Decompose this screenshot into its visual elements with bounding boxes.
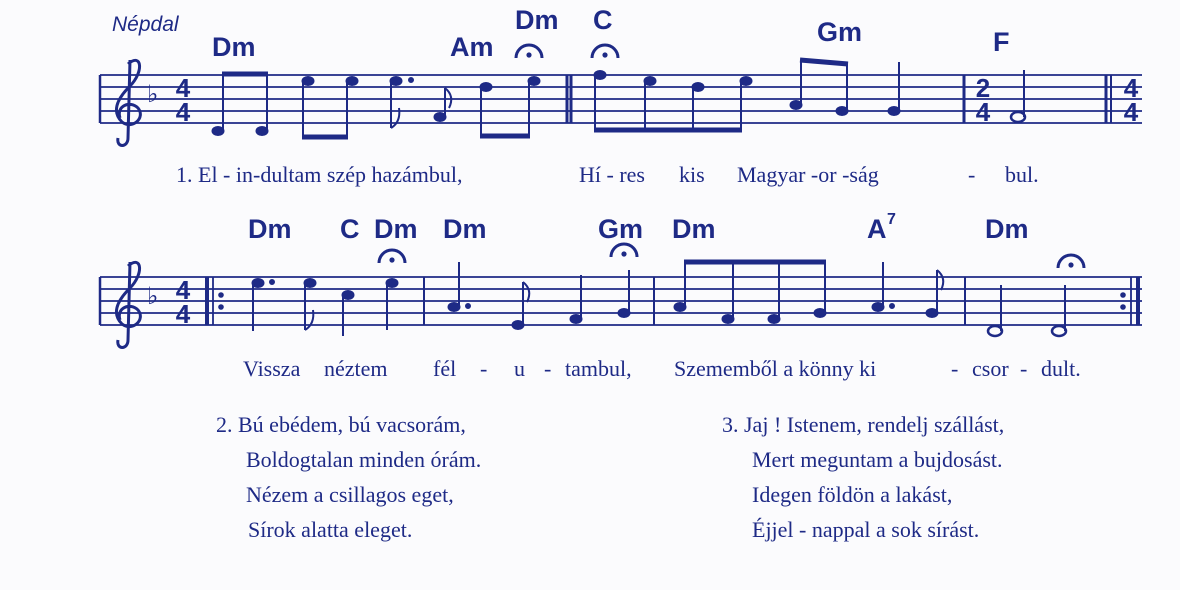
- fermata-icon: [1058, 255, 1084, 268]
- verse-line: Mert meguntam a bujdosást.: [752, 447, 1003, 472]
- svg-text:Magyar -or -ság: Magyar -or -ság: [737, 162, 879, 187]
- flat-key-signature-icon: ♭: [147, 82, 159, 108]
- chord-symbol: Dm: [672, 214, 716, 244]
- treble-clef-icon: [116, 60, 140, 146]
- chord-symbol: C: [593, 5, 613, 35]
- svg-text:fél: fél: [433, 356, 457, 381]
- svg-text:-: -: [951, 356, 959, 381]
- fermata-icon: [592, 45, 618, 58]
- chord-symbol: Gm: [817, 17, 863, 47]
- chord-symbol: Dm: [985, 214, 1029, 244]
- svg-text:4: 4: [175, 275, 191, 305]
- svg-text:-: -: [1020, 356, 1028, 381]
- time-signature-1: [176, 73, 1139, 127]
- chord-symbol: Dm: [443, 214, 487, 244]
- verse-line: Nézem a csillagos eget,: [246, 482, 454, 507]
- staff-2-chords: [248, 211, 1029, 244]
- verse-2: [216, 407, 481, 547]
- chord-symbol: Dm: [248, 214, 292, 244]
- svg-text:bul.: bul.: [1005, 162, 1039, 187]
- svg-text:4: 4: [175, 73, 191, 103]
- chord-symbol: C: [340, 214, 360, 244]
- chord-symbol: Dm: [374, 214, 418, 244]
- svg-text:4: 4: [1123, 73, 1139, 103]
- svg-text:4: 4: [975, 97, 991, 127]
- staff-1-chords: [212, 5, 1010, 62]
- svg-text:tambul,: tambul,: [565, 356, 632, 381]
- svg-text:dult.: dult.: [1041, 356, 1081, 381]
- svg-text:1. El - in-dultam szép hazámbu: 1. El - in-dultam szép hazámbul,: [176, 162, 463, 187]
- fermata-icon: [611, 244, 637, 257]
- source-label: Népdal: [112, 13, 179, 36]
- verse-line: Sírok alatta eleget.: [248, 517, 413, 542]
- verse-line: Idegen földön a lakást,: [752, 482, 953, 507]
- svg-text:kis: kis: [679, 162, 705, 187]
- chord-symbol: Dm: [515, 5, 559, 35]
- fermata-icon: [379, 250, 405, 263]
- treble-clef-icon: [116, 262, 140, 348]
- chord-symbol: F: [993, 27, 1010, 57]
- staff-1-lyrics: [176, 162, 1039, 187]
- svg-text:csor: csor: [972, 356, 1009, 381]
- svg-text:4: 4: [1123, 97, 1139, 127]
- svg-text:-: -: [544, 356, 552, 381]
- time-signature-2: [176, 275, 191, 329]
- svg-text:-: -: [968, 162, 976, 187]
- chord-symbol: Dm: [212, 32, 256, 62]
- verse-line: Boldogtalan minden órám.: [246, 447, 482, 472]
- chord-symbol: Am: [450, 32, 494, 62]
- svg-text:4: 4: [175, 299, 191, 329]
- fermata-icon: [516, 45, 542, 58]
- svg-text:Szememből a könny ki: Szememből a könny ki: [674, 356, 877, 381]
- verse-3: [722, 407, 1004, 547]
- svg-text:u: u: [514, 356, 525, 381]
- verse-line: Éjjel - nappal a sok sírást.: [752, 517, 980, 542]
- svg-text:Hí - res: Hí - res: [579, 162, 645, 187]
- svg-text:néztem: néztem: [324, 356, 388, 381]
- staff-2-lyrics: [243, 356, 1081, 381]
- svg-text:Vissza: Vissza: [243, 356, 301, 381]
- svg-text:4: 4: [175, 97, 191, 127]
- chord-symbol: Gm: [598, 214, 644, 244]
- chord-symbol: A: [867, 214, 887, 244]
- svg-text:-: -: [480, 356, 488, 381]
- svg-text:2: 2: [975, 73, 991, 103]
- chord-superscript: 7: [887, 211, 896, 228]
- verse-line: 3. Jaj ! Istenem, rendelj szállást,: [722, 412, 1005, 437]
- flat-key-signature-icon: ♭: [147, 284, 159, 310]
- verse-line: 2. Bú ebédem, bú vacsorám,: [216, 412, 466, 437]
